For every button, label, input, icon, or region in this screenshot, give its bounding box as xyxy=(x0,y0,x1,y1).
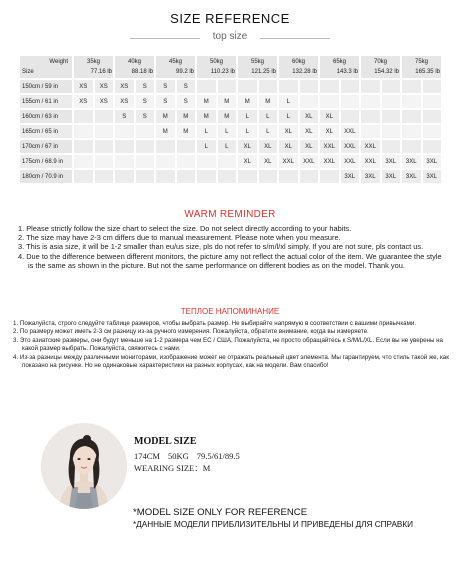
size-cell: L xyxy=(279,95,298,108)
size-cell xyxy=(259,80,278,93)
size-cell: 3XL xyxy=(423,170,442,183)
size-cell: M xyxy=(238,95,257,108)
size-cell xyxy=(259,170,278,183)
weight-kg: 50kg xyxy=(209,59,223,65)
model-height: 174CM xyxy=(134,451,160,461)
weight-lb: 165.35 lb xyxy=(415,69,440,75)
wearing-size-label: WEARING SIZE： xyxy=(134,463,203,473)
size-cell xyxy=(382,125,401,138)
size-cell: XL xyxy=(279,125,298,138)
size-cell: M xyxy=(218,110,237,123)
model-measurements xyxy=(134,451,240,461)
russian-reminder-list xyxy=(13,320,453,370)
size-cell: XL xyxy=(238,155,257,168)
list-item: 4. Due to the difference between different monitors, the picture amy not reflect the actual color of the item. We guarantee the style is the same as shown in the picture. But not the same performance on different bodies as on the model. Thank you. xyxy=(18,251,442,270)
size-cell xyxy=(361,95,380,108)
size-cell: XXL xyxy=(361,140,380,153)
size-cell: XL xyxy=(238,140,257,153)
size-cell: XS xyxy=(115,95,134,108)
size-cell xyxy=(136,140,155,153)
height-label: 165cm / 65 in xyxy=(20,125,72,138)
size-cell: M xyxy=(177,110,196,123)
size-cell xyxy=(74,125,93,138)
size-cell xyxy=(136,125,155,138)
size-cell xyxy=(361,110,380,123)
size-cell xyxy=(218,80,237,93)
size-cell xyxy=(197,170,216,183)
size-cell xyxy=(361,125,380,138)
size-cell xyxy=(74,155,93,168)
size-cell xyxy=(402,110,421,123)
size-cell: XL xyxy=(300,125,319,138)
size-cell xyxy=(95,140,114,153)
weight-column-header xyxy=(320,56,359,78)
size-cell: S xyxy=(156,95,175,108)
weight-column-header xyxy=(197,56,236,78)
weight-column-header xyxy=(74,56,113,78)
size-cell: XXL xyxy=(361,155,380,168)
size-cell: M xyxy=(259,95,278,108)
size-cell: S xyxy=(136,95,155,108)
size-cell: 3XL xyxy=(382,170,401,183)
size-cell: XS xyxy=(74,95,93,108)
weight-kg: 75kg xyxy=(414,59,428,65)
size-cell xyxy=(423,140,442,153)
size-cell: XL xyxy=(279,140,298,153)
size-cell xyxy=(197,80,216,93)
size-cell: XL xyxy=(300,140,319,153)
size-cell: M xyxy=(156,125,175,138)
size-cell: XXL xyxy=(300,155,319,168)
size-cell: M xyxy=(156,110,175,123)
table-row xyxy=(20,95,441,108)
size-cell: M xyxy=(218,95,237,108)
size-cell xyxy=(320,95,339,108)
size-cell xyxy=(218,155,237,168)
subtitle: top size xyxy=(212,31,248,42)
divider-right xyxy=(260,38,330,39)
size-cell: L xyxy=(238,110,257,123)
size-cell xyxy=(197,155,216,168)
list-item: 4. Из-за разницы между различными мониторами, изображение может не отражать реальный цвет элемента. Мы гарантируем, что стиль такой же, как показано на рисунке. Но не одинаковые характеристики на разных корпусах, как на модели. Вам спасибо! xyxy=(13,353,449,370)
list-item: 2. The size may have 2-3 cm differs due to manual measurement. Please note when you measure. xyxy=(18,233,341,243)
size-cell xyxy=(218,170,237,183)
weight-lb: 143.3 lb xyxy=(336,69,358,75)
size-cell: M xyxy=(197,95,216,108)
size-cell xyxy=(382,110,401,123)
size-cell xyxy=(423,80,442,93)
size-cell: XL xyxy=(320,125,339,138)
weight-column-header xyxy=(361,56,400,78)
size-cell: S xyxy=(115,110,134,123)
size-cell xyxy=(341,80,360,93)
size-cell xyxy=(423,110,442,123)
size-cell xyxy=(300,170,319,183)
weight-lb: 99.2 lb xyxy=(175,69,194,75)
size-cell: XS xyxy=(74,80,93,93)
size-cell xyxy=(402,125,421,138)
size-cell xyxy=(279,170,298,183)
reference-note-ru: *ДАННЫЕ МОДЕЛИ ПРИБЛИЗИТЕЛЬНЫ И ПРИВЕДЕНЫ ДЛЯ СПРАВКИ xyxy=(133,520,414,529)
model-photo xyxy=(41,423,127,509)
size-table xyxy=(18,54,443,185)
size-cell: M xyxy=(197,110,216,123)
size-cell xyxy=(423,95,442,108)
weight-label: Weight xyxy=(49,59,68,65)
size-cell: L xyxy=(197,140,216,153)
weight-column-header xyxy=(115,56,154,78)
size-cell: 3XL xyxy=(361,170,380,183)
size-cell: S xyxy=(136,80,155,93)
size-cell: L xyxy=(218,125,237,138)
size-cell xyxy=(402,95,421,108)
size-cell xyxy=(74,140,93,153)
table-header-row xyxy=(20,56,441,78)
height-label: 175cm / 68.9 in xyxy=(20,155,72,168)
size-cell xyxy=(320,170,339,183)
list-item: 1. Please strictly follow the size chart to select the size. Do not select directly according to your habits. xyxy=(18,224,352,233)
weight-lb: 110.23 lb xyxy=(210,69,235,75)
size-cell xyxy=(382,140,401,153)
list-item: 1. Пожалуйста, строго следуйте таблице размеров, чтобы выбрать размер. Не выбирайте напрямую в соответствии с вашими привычками. xyxy=(13,320,417,327)
size-cell xyxy=(115,170,134,183)
size-cell: XXL xyxy=(279,155,298,168)
size-cell: XXL xyxy=(320,155,339,168)
size-cell: L xyxy=(218,140,237,153)
size-cell: XXL xyxy=(341,140,360,153)
size-cell xyxy=(177,140,196,153)
model-size-title: MODEL SIZE xyxy=(134,436,197,447)
size-cell: S xyxy=(177,95,196,108)
size-cell: 3XL xyxy=(341,170,360,183)
size-cell xyxy=(74,110,93,123)
warm-reminder-title: WARM REMINDER xyxy=(184,209,276,220)
list-item: 3. This is asia size, it will be 1-2 smaller than eu/us size, pls do not refer to s/m/l/xl simply. If you are not sure, pls contact us. xyxy=(18,242,424,252)
size-cell xyxy=(341,95,360,108)
size-cell: M xyxy=(177,125,196,138)
weight-lb: 154.32 lb xyxy=(374,69,399,75)
weight-lb: 77.16 lb xyxy=(90,69,112,75)
size-cell: XS xyxy=(115,80,134,93)
size-cell: L xyxy=(259,125,278,138)
size-cell: 3XL xyxy=(382,155,401,168)
weight-kg: 70kg xyxy=(373,59,387,65)
size-cell: XXL xyxy=(341,125,360,138)
warm-reminder-list xyxy=(18,224,448,270)
size-cell xyxy=(402,140,421,153)
height-label: 155cm / 61 in xyxy=(20,95,72,108)
weight-column-header xyxy=(402,56,441,78)
model-portrait xyxy=(41,423,127,509)
weight-column-header xyxy=(279,56,318,78)
size-cell xyxy=(74,170,93,183)
size-cell xyxy=(423,125,442,138)
size-cell xyxy=(177,155,196,168)
size-cell xyxy=(95,125,114,138)
reference-note-en: *MODEL SIZE ONLY FOR REFERENCE xyxy=(133,507,308,518)
wearing-size-value: M xyxy=(202,463,211,473)
size-cell xyxy=(320,80,339,93)
size-cell xyxy=(115,140,134,153)
size-cell: XL xyxy=(320,110,339,123)
size-cell xyxy=(300,80,319,93)
height-label: 150cm / 59 in xyxy=(20,80,72,93)
size-cell xyxy=(95,155,114,168)
subtitle-block xyxy=(0,31,460,45)
size-cell xyxy=(300,95,319,108)
weight-kg: 55kg xyxy=(250,59,264,65)
size-cell xyxy=(136,155,155,168)
size-label: Size xyxy=(22,69,34,75)
model-bust-waist-hip: 79.5/61/89.5 xyxy=(196,451,240,461)
size-cell: XS xyxy=(95,95,114,108)
size-cell xyxy=(136,170,155,183)
size-cell: XL xyxy=(259,140,278,153)
size-cell: 3XL xyxy=(423,155,442,168)
size-cell xyxy=(156,155,175,168)
weight-column-header xyxy=(156,56,195,78)
size-cell xyxy=(402,80,421,93)
height-label: 170cm / 67 in xyxy=(20,140,72,153)
size-cell xyxy=(95,170,114,183)
weight-kg: 40kg xyxy=(127,59,141,65)
size-cell xyxy=(382,80,401,93)
size-cell xyxy=(238,80,257,93)
table-row xyxy=(20,170,441,183)
size-cell xyxy=(156,170,175,183)
size-cell: S xyxy=(177,80,196,93)
height-label: 180cm / 70.9 in xyxy=(20,170,72,183)
size-cell: L xyxy=(238,125,257,138)
table-row xyxy=(20,80,441,93)
size-cell xyxy=(382,95,401,108)
size-cell xyxy=(238,170,257,183)
size-cell: 3XL xyxy=(402,155,421,168)
weight-kg: 65kg xyxy=(332,59,346,65)
size-cell xyxy=(279,80,298,93)
model-wearing-size xyxy=(134,462,210,474)
weight-column-header xyxy=(238,56,277,78)
list-item: 3. Это азиатские размеры, они будут меньше на 1-2 размера чем ЕС / США. Пожалуйста, не просто обращайтесь к S/M/L/XL. Если вы не уверены на какой размер выбрать. Пожалуйста, свяжитесь с нами. xyxy=(13,336,443,353)
size-cell: 3XL xyxy=(402,170,421,183)
table-row xyxy=(20,125,441,138)
table-row xyxy=(20,110,441,123)
size-cell xyxy=(156,140,175,153)
size-cell xyxy=(177,170,196,183)
weight-lb: 88.18 lb xyxy=(131,69,153,75)
table-corner-cell xyxy=(20,56,72,78)
size-cell: XXL xyxy=(341,155,360,168)
table-row xyxy=(20,140,441,153)
size-cell xyxy=(115,155,134,168)
model-weight: 50KG xyxy=(167,451,189,461)
height-label: 160cm / 63 in xyxy=(20,110,72,123)
size-cell: L xyxy=(279,110,298,123)
size-cell xyxy=(95,110,114,123)
size-cell: L xyxy=(259,110,278,123)
weight-lb: 121.25 lb xyxy=(251,69,276,75)
size-cell: XS xyxy=(95,80,114,93)
weight-kg: 60kg xyxy=(291,59,305,65)
size-cell xyxy=(341,110,360,123)
size-cell: XXL xyxy=(320,140,339,153)
weight-kg: 45kg xyxy=(168,59,182,65)
size-cell: L xyxy=(197,125,216,138)
table-row xyxy=(20,155,441,168)
list-item: 2. По размеру может иметь 2-3 см разницу из-за ручного измерения. Пожалуйста, обратите внимание, когда вы измеряете. xyxy=(13,328,369,336)
size-cell xyxy=(361,80,380,93)
size-cell: XL xyxy=(300,110,319,123)
weight-lb: 132.28 lb xyxy=(292,69,317,75)
size-cell: S xyxy=(136,110,155,123)
size-cell: S xyxy=(156,80,175,93)
size-cell xyxy=(115,125,134,138)
weight-kg: 35kg xyxy=(86,59,100,65)
size-cell: XL xyxy=(259,155,278,168)
russian-reminder-title: ТЕПЛОЕ НАПОМИНАНИЕ xyxy=(180,307,280,316)
page-title: SIZE REFERENCE xyxy=(170,11,290,26)
